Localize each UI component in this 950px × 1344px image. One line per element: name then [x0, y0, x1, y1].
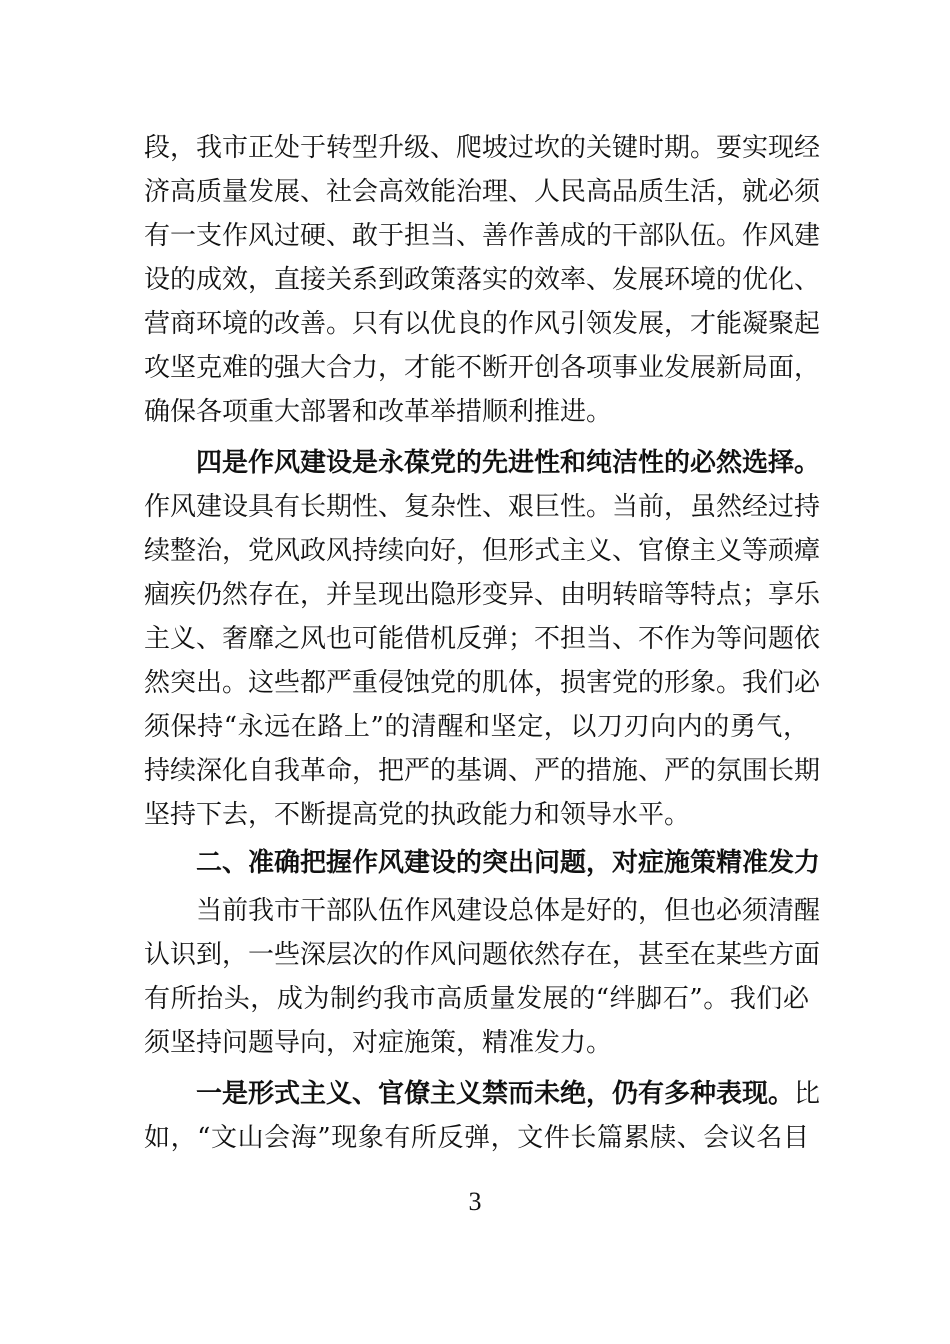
paragraph-first-line: [196, 1072, 821, 1116]
paragraph-line: 攻坚克难的强大合力，才能不断开创各项事业发展新局面，: [144, 353, 821, 383]
paragraph-line: 确保各项重大部署和改革举措顺利推进。: [144, 397, 613, 427]
paragraph-line: 有所抬头，成为制约我市高质量发展的“绊脚石”。我们必: [144, 984, 809, 1014]
bold-lead-sentence: 一是形式主义、官僚主义禁而未绝，仍有多种表现。: [196, 1079, 795, 1109]
paragraph-line: 主义、奢靡之风也可能借机反弹；不担当、不作为等问题依: [144, 624, 821, 654]
paragraph-line: 有一支作风过硬、敢于担当、善作善成的干部队伍。作风建: [144, 221, 821, 251]
bold-lead-sentence: 四是作风建设是永葆党的先进性和纯洁性的必然选择。: [196, 448, 821, 478]
paragraph-line: 须坚持问题导向，对症施策，精准发力。: [144, 1028, 613, 1058]
paragraph-line: 营商环境的改善。只有以优良的作风引领发展，才能凝聚起: [144, 309, 821, 339]
paragraph-line: 坚持下去，不断提高党的执政能力和领导水平。: [144, 800, 691, 830]
paragraph-line: 段，我市正处于转型升级、爬坡过坎的关键时期。要实现经: [144, 133, 821, 163]
paragraph-line: 济高质量发展、社会高效能治理、人民高品质生活，就必须: [144, 177, 821, 207]
paragraph-first-line: 当前我市干部队伍作风建设总体是好的，但也必须清醒: [196, 896, 821, 926]
lead-tail-text: 比: [794, 1079, 821, 1109]
paragraph-line: 痼疾仍然存在，并呈现出隐形变异、由明转暗等特点；享乐: [144, 580, 821, 610]
paragraph-line: 如，“文山会海”现象有所反弹，文件长篇累牍、会议名目: [144, 1123, 809, 1153]
paragraph-line: 续整治，党风政风持续向好，但形式主义、官僚主义等顽瘴: [144, 536, 821, 566]
paragraph-line: 须保持“永远在路上”的清醒和坚定，以刀刃向内的勇气，: [144, 712, 809, 742]
paragraph-line: 认识到，一些深层次的作风问题依然存在，甚至在某些方面: [144, 940, 821, 970]
page-number: 3: [468, 1187, 482, 1216]
paragraph-line: 作风建设具有长期性、复杂性、艰巨性。当前，虽然经过持: [144, 492, 821, 522]
paragraph-line: 设的成效，直接关系到政策落实的效率、发展环境的优化、: [144, 265, 821, 295]
section-heading: 二、准确把握作风建设的突出问题，对症施策精准发力: [196, 848, 821, 878]
paragraph-line: 然突出。这些都严重侵蚀党的肌体，损害党的形象。我们必: [144, 668, 821, 698]
paragraph-line: 持续深化自我革命，把严的基调、严的措施、严的氛围长期: [144, 756, 821, 786]
